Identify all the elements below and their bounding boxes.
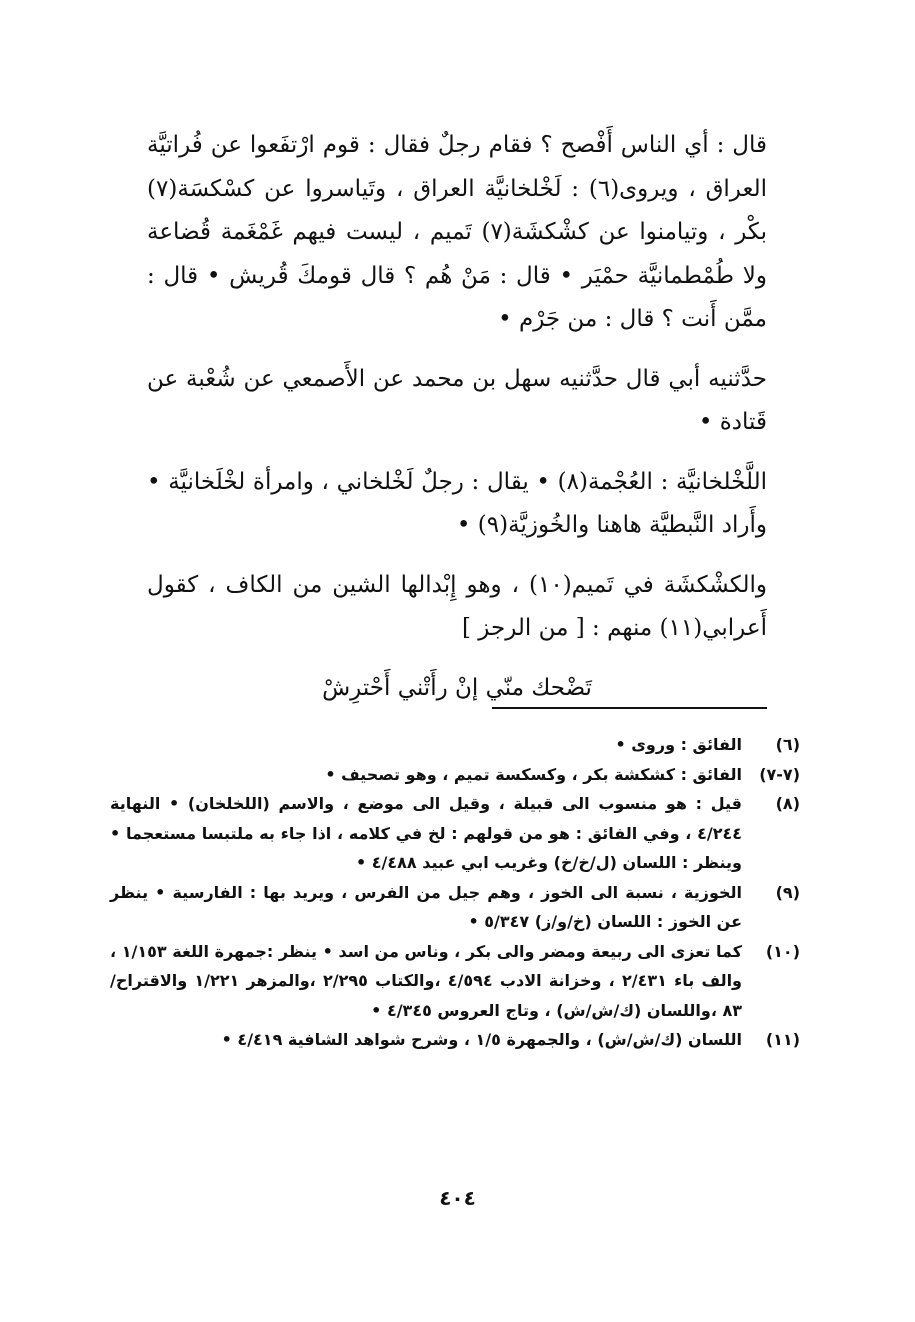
paragraph-1: قال : أي الناس أَفْصح ؟ فقام رجلٌ فقال : قوم ارْتفَعوا عن فُراتيَّة العراق ، ويروى(٦) : لَخْلخانيَّة العراق ، وتَياسروا عن كسْكسَة(٧) بكْر ، وتيامنوا عن كشْكشَة(٧) تَميم ، ليست فيهم غَمْغَمة قُضاعة ولا طُمْطمانيَّة حمْيَر • قال : مَنْ هُم ؟ قال قومكَ قُريش • قال : ممَّن أَنت ؟ قال : من جَرْم •: [147, 132, 767, 332]
footnote-8: [110, 789, 800, 878]
footnote-number: (٧-٧): [759, 764, 800, 784]
paragraph-2: حدَّثنيه أبي قال حدَّثنيه سهل بن محمد عن الأَصمعي عن شُعْبة عن قَتادة •: [147, 365, 767, 435]
footnote-11: [110, 1025, 800, 1055]
footnote-text: اللسان (ك/ش/ش) ، والجمهرة ١/٥ ، وشرح شواهد الشافية ٤/٤١٩ •: [221, 1030, 742, 1049]
footnote-number: (١٠): [765, 941, 800, 961]
footnote-number: (٦): [775, 735, 800, 754]
page-number: ٤٠٤: [439, 1186, 476, 1210]
main-text: [147, 124, 767, 710]
footnote-text: الفائق : وروى •: [615, 735, 742, 754]
footnotes: [110, 730, 800, 1055]
footnote-7: [110, 760, 800, 790]
footnote-number: (١١): [765, 1030, 800, 1049]
footnote-text: الخوزية ، نسبة الى الخوز ، وهم جيل من الفرس ، ويريد بها : الفارسية • ينظر عن الخوز : اللسان (خ/و/ز) ٥/٣٤٧ •: [110, 882, 742, 931]
footnote-6: [110, 730, 800, 760]
footnote-separator: [492, 707, 767, 709]
footnote-text: قيل : هو منسوب الى قبيلة ، وقيل الى موضع ، والاسم (اللخلخان) • النهاية ٤/٢٤٤ ، وفي الفائق : هو من قولهم : لخ في كلامه ، اذا جاء به ملتبسا مستعجما • وينظر : اللسان (ل/خ/خ) وغريب ابي عبيد ٤/٤٨٨ •: [110, 794, 742, 872]
paragraph-4: والكشْكشَة في تَميم(١٠) ، وهو إِبْدالها الشين من الكاف ، كقول أَعرابي(١١) منهم : [ من الرجز ]: [147, 571, 768, 641]
footnote-text: كما تعزى الى ربيعة ومضر والى بكر ، وناس من اسد • ينظر :جمهرة اللغة ١/١٥٣ ، والف باء ٢/٤٣١ ، وخزانة الادب ٤/٥٩٤ ،والكتاب ٢/٢٩٥ ،والمزهر ١/٢٢١ والاقتراح/٨٣ ،واللسان (ك/ش/ش) ، وتاج العروس ٤/٣٤٥ •: [110, 941, 743, 1020]
paragraph-3: اللَّخْلخانيَّة : العُجْمة(٨) • يقال : رجلٌ لَخْلخاني ، وامرأة لخْلَخانيَّة • وأَراد النَّبطيَّة هاهنا والخُوزيَّة(٩) •: [147, 468, 767, 538]
footnote-number: (٨): [775, 794, 800, 813]
verse-line: تَضْحك منّي إنْ رأَتْني أَحْترِشْ: [322, 674, 592, 701]
footnote-9: [110, 878, 800, 937]
footnote-text: الفائق : كشكشة بكر ، وكسكسة تميم ، وهو تصحيف •: [325, 764, 742, 784]
footnote-10: [110, 937, 800, 1026]
footnote-number: (٩): [775, 882, 800, 902]
